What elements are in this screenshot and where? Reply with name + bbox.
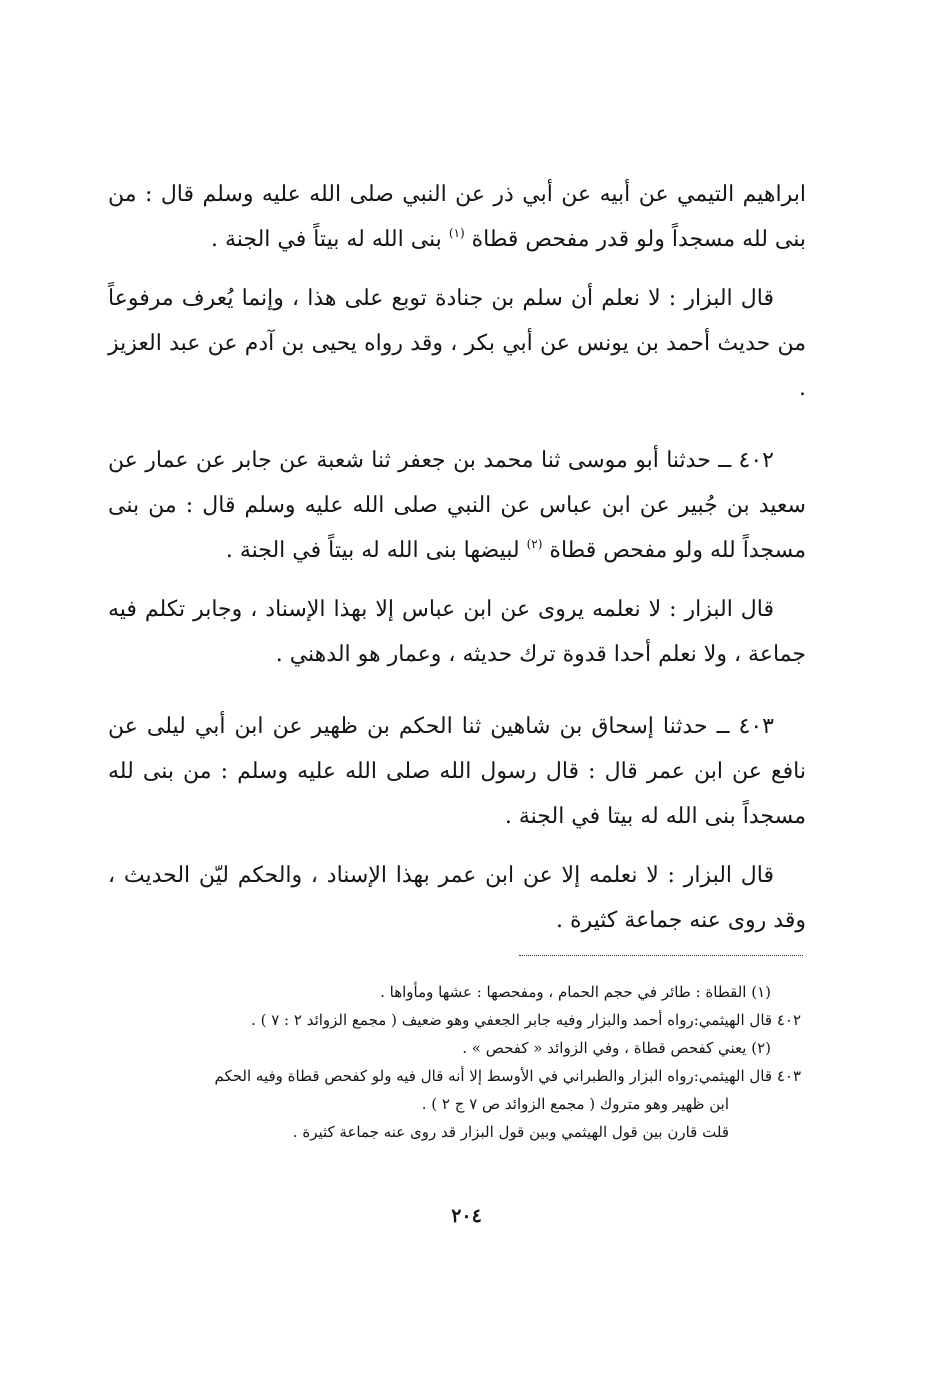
main-text [108, 172, 806, 943]
paragraph-hadith-402: ٤٠٢ ــ حدثنا أبو موسى ثنا محمد بن جعفر ثنا شعبة عن جابر عن عمار عن سعيد بن جُبير عن ابن عباس عن النبي صلى الله عليه وسلم قال : من بنى مسجداً لله ولو مفحص قطاة $^{(٢)}$ لبيضها بنى الله له بيتاً في الجنة . [108, 448, 806, 563]
footnote-403: ٤٠٣ قال الهيثمي:رواه البزار والطبراني في الأوسط إلا أنه قال فيه ولو كفحص قطاة وفيه الحكم [214, 1067, 801, 1085]
paragraph-hadith-403: ٤٠٣ ــ حدثنا إسحاق بن شاهين ثنا الحكم بن ظهير عن ابن أبي ليلى عن نافع عن ابن عمر قال : قال رسول الله صلى الله عليه وسلم : من بنى لله مسجداً بنى الله له بيتا في الجنة . [108, 714, 806, 829]
footnote-403-continuation: ابن ظهير وهو متروك ( مجمع الزوائد ص ٧ ج ٢ ) . [421, 1095, 729, 1113]
footnote-ref-2[interactable]: (٢) [526, 537, 543, 551]
footnote-editor-note: قلت قارن بين قول الهيثمي وبين قول البزار قد روى عنه جماعة كثيرة . [292, 1123, 729, 1141]
paragraph-bazzar-comment-401: قال البزار : لا نعلم أن سلم بن جنادة توبع على هذا ، وإنما يُعرف مرفوعاً من حديث أحمد بن يونس عن أبي بكر ، وقد رواه يحيى بن آدم عن عبد العزيز . [108, 286, 806, 401]
footnote-1: (١) القطاة : طائر في حجم الحمام ، ومفحصها : عشها ومأواها . [380, 983, 771, 1001]
paragraph-bazzar-comment-402: قال البزار : لا نعلمه يروى عن ابن عباس إلا بهذا الإسناد ، وجابر تكلم فيه جماعة ، ولا نعلم أحدا قدوة ترك حديثه ، وعمار هو الدهني . [108, 597, 806, 667]
page-number: ٢٠٤ [451, 1205, 482, 1227]
paragraph-bazzar-comment-403: قال البزار : لا نعلمه إلا عن ابن عمر بهذا الإسناد ، والحكم ليّن الحديث ، وقد روى عنه جماعة كثيرة . [108, 863, 806, 933]
footnote-ref-1[interactable]: (١) [448, 226, 465, 240]
footnotes [108, 978, 801, 1146]
footnote-402: ٤٠٢ قال الهيثمي:رواه أحمد والبزار وفيه جابر الجعفي وهو ضعيف ( مجمع الزوائد ٢ : ٧ ) . [251, 1011, 801, 1029]
paragraph-hadith-continuation: ابراهيم التيمي عن أبيه عن أبي ذر عن النبي صلى الله عليه وسلم قال : من بنى لله مسجداً ولو قدر مفحص قطاة $^{(١)}$ بنى الله له بيتاً في الجنة . [108, 182, 806, 252]
footnote-separator [519, 955, 803, 956]
footnote-2: (٢) يعني كفحص قطاة ، وفي الزوائد « كفحص » . [462, 1039, 771, 1057]
